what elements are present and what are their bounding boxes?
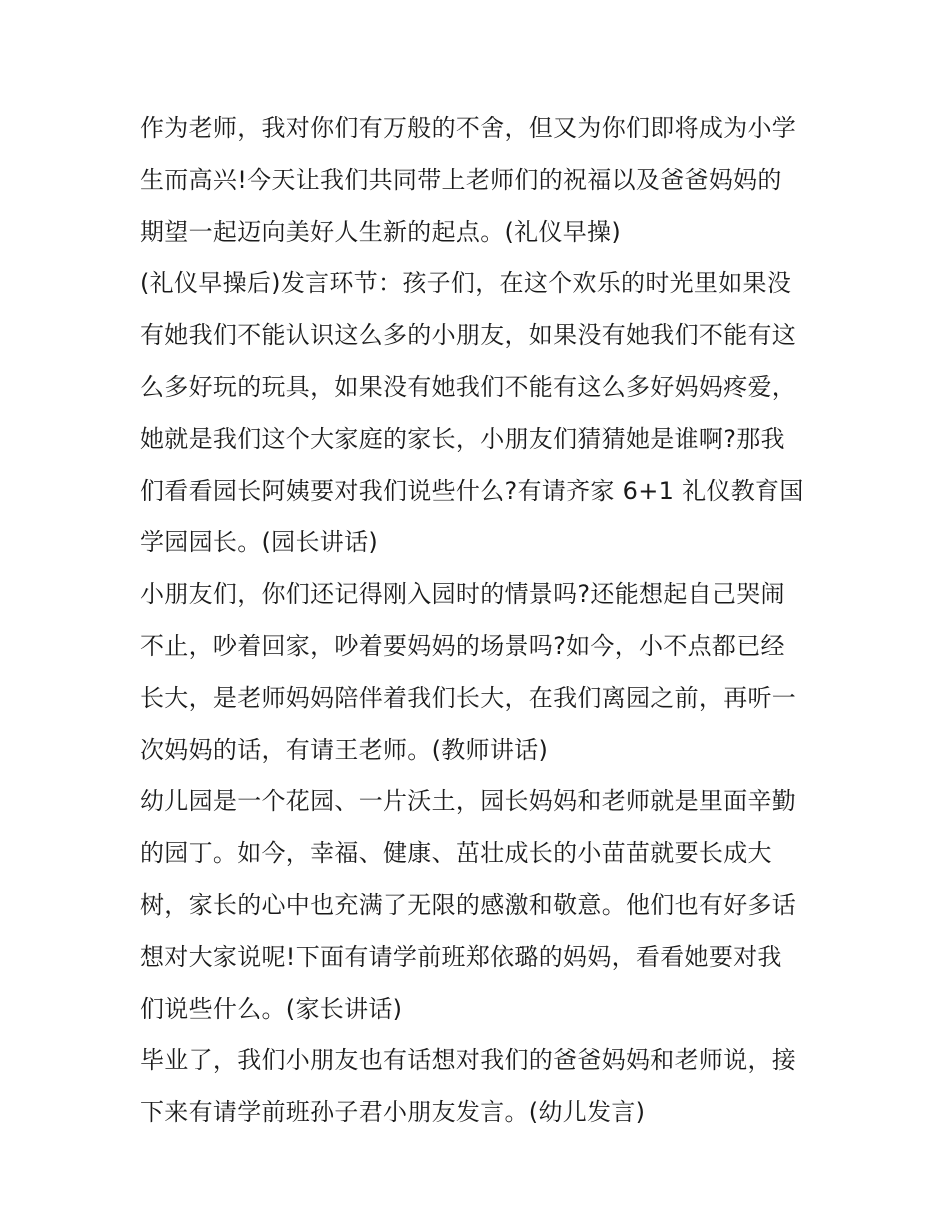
text-line: 她就是我们这个大家庭的家长，小朋友们猜猜她是谁啊?那我 bbox=[140, 424, 785, 453]
text-line: 的园丁。如今，幸福、健康、茁壮成长的小苗苗就要长成大 bbox=[140, 839, 772, 868]
document-body bbox=[140, 103, 820, 1139]
paragraph-parent-intro bbox=[140, 776, 820, 1035]
text-line: 想对大家说呢!下面有请学前班郑依璐的妈妈，看看她要对我 bbox=[140, 942, 782, 971]
paragraph-child-intro bbox=[140, 1035, 820, 1139]
text-line: 下来有请学前班孙子君小朋友发言。(幼儿发言) bbox=[140, 1098, 646, 1127]
text-line: 们说些什么。(家长讲话) bbox=[140, 994, 403, 1023]
text-line: 不止，吵着回家，吵着要妈妈的场景吗?如今，小不点都已经 bbox=[140, 631, 785, 660]
text-line: 生而高兴!今天让我们共同带上老师们的祝福以及爸爸妈妈的 bbox=[140, 165, 782, 194]
paragraph-farewell bbox=[140, 103, 820, 258]
text-line: 次妈妈的话，有请王老师。(教师讲话) bbox=[140, 735, 549, 764]
text-line: 学园园长。(园长讲话) bbox=[140, 528, 379, 557]
text-line: 有她我们不能认识这么多的小朋友，如果没有她我们不能有这 bbox=[140, 321, 797, 350]
text-line: (礼仪早操后)发言环节：孩子们，在这个欢乐的时光里如果没 bbox=[140, 269, 792, 298]
text-line: 们看看园长阿姨要对我们说些什么?有请齐家 6+1 礼仪教育国 bbox=[140, 476, 804, 505]
paragraph-principal-intro bbox=[140, 258, 820, 569]
text-line: 长大，是老师妈妈陪伴着我们长大，在我们离园之前，再听一 bbox=[140, 683, 797, 712]
text-line: 作为老师，我对你们有万般的不舍，但又为你们即将成为小学 bbox=[140, 114, 797, 142]
text-line: 小朋友们，你们还记得刚入园时的情景吗?还能想起自己哭闹 bbox=[140, 580, 785, 609]
paragraph-teacher-intro bbox=[140, 569, 820, 776]
text-line: 毕业了，我们小朋友也有话想对我们的爸爸妈妈和老师说，接 bbox=[140, 1046, 797, 1075]
text-line: 树，家长的心中也充满了无限的感激和敬意。他们也有好多话 bbox=[140, 890, 797, 919]
text-line: 么多好玩的玩具，如果没有她我们不能有这么多好妈妈疼爱， bbox=[140, 372, 797, 401]
text-line: 期望一起迈向美好人生新的起点。(礼仪早操) bbox=[140, 217, 622, 246]
text-line: 幼儿园是一个花园、一片沃土，园长妈妈和老师就是里面辛勤 bbox=[140, 787, 797, 816]
